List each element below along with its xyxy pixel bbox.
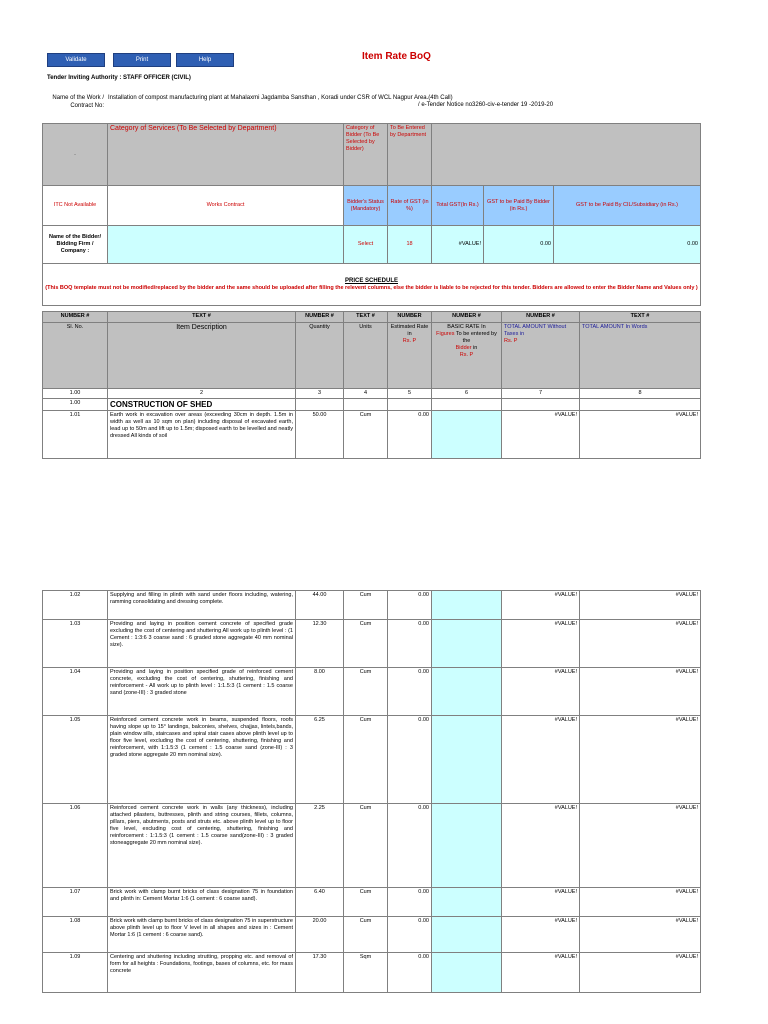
item-quantity: 17.30: [296, 953, 344, 993]
item-quantity: 50.00: [296, 411, 344, 459]
category-table: [42, 123, 701, 306]
item-number: 1.06: [43, 804, 108, 888]
basic-rate-input[interactable]: [432, 411, 502, 459]
basic-rate-text: To be entered by the: [455, 331, 497, 344]
type-cell: NUMBER #: [43, 312, 108, 323]
category-dot: .: [43, 124, 108, 186]
bidder-name-label: Name of the Bidder/ Bidding Firm / Company :: [43, 226, 108, 264]
gst-rate-value: 18: [388, 226, 432, 264]
type-row: [43, 312, 701, 323]
work-name: Installation of compost manufacturing plant at Mahalaxmi Jagdamba Sansthan , Koradi under CSR of WCL Nagpur Area.(4th Call): [108, 95, 453, 101]
item-quantity: 20.00: [296, 917, 344, 953]
item-total-words: #VALUE!: [580, 411, 701, 459]
page-title: Item Rate BoQ: [362, 51, 431, 62]
item-estimated-rate: 0.00: [388, 668, 432, 716]
table-row: [43, 917, 701, 953]
bidder-status-select[interactable]: Select: [344, 226, 388, 264]
item-total-amount: #VALUE!: [502, 888, 580, 917]
estimated-rate-label: Estimated Rate in: [390, 324, 429, 337]
item-description: Reinforced cement concrete work in beams, suspended floors, roofs having slope up to 15° landings, balconies, shelves, chajjas, lintels,bands, plain window sills, staircases and spiral stair cases above plinth level up to floor five level, excluding the cost of centering, shuttering, finishing and reinforcement, with 1:1.5:3 (1 cement : 1.5 coarse sand (zone-III) : 3 graded stone aggregate 20 mm nominal size).: [108, 716, 296, 804]
tender-authority: Tender Inviting Authority : STAFF OFFICER (CIVIL): [47, 75, 191, 81]
total-gst-value: #VALUE!: [432, 226, 484, 264]
sl-no-header: Sl. No.: [43, 323, 108, 389]
total-words-header: TOTAL AMOUNT In Words: [580, 323, 701, 389]
item-description: Earth work in excavation over areas (exceeding 30cm in depth. 1.5m in width as well as 10 sqm on plan) including disposal of excavated earth, lead up to 50m and lift up to 1.5m; disposed earth to be levelled and neatly dressed All kinds of soil: [108, 411, 296, 459]
basic-rate-input[interactable]: [432, 804, 502, 888]
item-quantity: 6.25: [296, 716, 344, 804]
item-number: 1.09: [43, 953, 108, 993]
section-number: 1.00: [43, 399, 108, 411]
item-estimated-rate: 0.00: [388, 411, 432, 459]
item-description: Centering and shuttering including strutting, propping etc. and removal of form for all heights : Foundations, footings, bases of columns, etc. for mass concrete: [108, 953, 296, 993]
item-description-header: Item Description: [108, 323, 296, 389]
col-number: 6: [432, 389, 502, 399]
estimated-rate-unit: Rs. P: [402, 338, 417, 344]
basic-rate-header: [432, 323, 502, 389]
basic-rate-unit: Rs. P: [459, 352, 474, 358]
basic-rate-input[interactable]: [432, 953, 502, 993]
table-row: [43, 888, 701, 917]
item-description: Supplying and filling in plinth with sand under floors including, watering, ramming consolidating and dressing complete.: [108, 591, 296, 620]
item-total-amount: #VALUE!: [502, 917, 580, 953]
col-number: 5: [388, 389, 432, 399]
item-total-amount: #VALUE!: [502, 668, 580, 716]
col-number: 2: [108, 389, 296, 399]
basic-rate-figures: Figures: [436, 331, 455, 337]
units-header: Units: [344, 323, 388, 389]
item-unit: Cum: [344, 917, 388, 953]
category-bidder: Category of Bidder (To Be Selected by Bidder): [344, 124, 388, 186]
basic-rate-input[interactable]: [432, 620, 502, 668]
item-quantity: 2.25: [296, 804, 344, 888]
basic-rate-input[interactable]: [432, 917, 502, 953]
item-number: 1.04: [43, 668, 108, 716]
col-number: 1.00: [43, 389, 108, 399]
tender-notice: / e-Tender Notice no3260-civ-e-tender 19 -2019-20: [418, 102, 554, 108]
item-unit: Cum: [344, 716, 388, 804]
item-quantity: 8.00: [296, 668, 344, 716]
table-row: [43, 620, 701, 668]
price-table-continued: [42, 590, 701, 993]
item-total-amount: #VALUE!: [502, 804, 580, 888]
item-total-words: #VALUE!: [580, 953, 701, 993]
col-number: 4: [344, 389, 388, 399]
table-row: [43, 411, 701, 459]
type-cell: TEXT #: [580, 312, 701, 323]
total-amount-unit: Rs. P: [504, 338, 518, 344]
bidder-name-input[interactable]: [108, 226, 344, 264]
item-quantity: 44.00: [296, 591, 344, 620]
gst-cil-value: 0.00: [554, 226, 701, 264]
item-total-words: #VALUE!: [580, 917, 701, 953]
col-number: 8: [580, 389, 701, 399]
type-cell: NUMBER: [388, 312, 432, 323]
basic-rate-in: in: [473, 345, 478, 351]
validate-button[interactable]: Validate: [47, 53, 105, 67]
type-cell: NUMBER #: [296, 312, 344, 323]
section-title: CONSTRUCTION OF SHED: [108, 399, 296, 411]
item-estimated-rate: 0.00: [388, 917, 432, 953]
category-services[interactable]: Category of Services (To Be Selected by Department): [108, 124, 344, 186]
item-total-words: #VALUE!: [580, 888, 701, 917]
item-number: 1.02: [43, 591, 108, 620]
item-quantity: 12.30: [296, 620, 344, 668]
item-quantity: 6.40: [296, 888, 344, 917]
item-total-words: #VALUE!: [580, 620, 701, 668]
item-total-amount: #VALUE!: [502, 716, 580, 804]
section-row: [43, 399, 701, 411]
item-unit: Cum: [344, 411, 388, 459]
works-contract-label: Works Contract: [108, 186, 344, 226]
item-unit: Cum: [344, 804, 388, 888]
item-unit: Cum: [344, 620, 388, 668]
table-row: [43, 804, 701, 888]
gst-bidder-value: 0.00: [484, 226, 554, 264]
table-row: [43, 668, 701, 716]
total-amount-label: TOTAL AMOUNT Without Taxes in: [504, 324, 567, 337]
print-button[interactable]: Print: [113, 53, 171, 67]
basic-rate-input[interactable]: [432, 591, 502, 620]
item-number: 1.08: [43, 917, 108, 953]
item-number: 1.03: [43, 620, 108, 668]
item-estimated-rate: 0.00: [388, 716, 432, 804]
gst-bidder-header: GST to be Paid By Bidder (in Rs.): [484, 186, 554, 226]
item-description: Providing and laying in position specified grade of reinforced cement concrete, excluding the cost of centering, shuttering, finishing and reinforcement - All work up to plinth level : 1:1.5:3 (1 cement : 1.5 coarse sand (zone-III) : 3 graded stone: [108, 668, 296, 716]
basic-rate-label: BASIC RATE In: [447, 324, 486, 330]
gst-cil-header: GST to be Paid By CIL/Subsidiary (in Rs.): [554, 186, 701, 226]
item-estimated-rate: 0.00: [388, 591, 432, 620]
basic-rate-input[interactable]: [432, 888, 502, 917]
basic-rate-input[interactable]: [432, 668, 502, 716]
item-number: 1.05: [43, 716, 108, 804]
type-cell: NUMBER #: [502, 312, 580, 323]
item-estimated-rate: 0.00: [388, 804, 432, 888]
column-number-row: [43, 389, 701, 399]
basic-rate-input[interactable]: [432, 716, 502, 804]
item-total-words: #VALUE!: [580, 716, 701, 804]
item-total-amount: #VALUE!: [502, 620, 580, 668]
total-amount-header: [502, 323, 580, 389]
item-total-amount: #VALUE!: [502, 591, 580, 620]
item-number: 1.07: [43, 888, 108, 917]
item-unit: Sqm: [344, 953, 388, 993]
quantity-header: Quantity: [296, 323, 344, 389]
col-number: 3: [296, 389, 344, 399]
total-gst-header: Total GST(In Rs.): [432, 186, 484, 226]
table-row: [43, 591, 701, 620]
item-description: Providing and laying in position cement concrete of specified grade excluding the cost of centering and shuttering All work up to plinth level : (1 Cement : 1:3:6 3 coarse sand : 6 graded stone aggregate 40 mm nominal size).: [108, 620, 296, 668]
rate-gst-header: Rate of GST (in %): [388, 186, 432, 226]
table-row: [43, 953, 701, 993]
item-estimated-rate: 0.00: [388, 888, 432, 917]
item-total-words: #VALUE!: [580, 804, 701, 888]
item-total-words: #VALUE!: [580, 668, 701, 716]
item-total-amount: #VALUE!: [502, 953, 580, 993]
type-cell: NUMBER #: [432, 312, 502, 323]
price-schedule-heading: PRICE SCHEDULE: [344, 277, 398, 284]
type-cell: TEXT #: [108, 312, 296, 323]
col-number: 7: [502, 389, 580, 399]
item-unit: Cum: [344, 668, 388, 716]
to-be-entered: To Be Entered by Department: [388, 124, 432, 186]
table-row: [43, 716, 701, 804]
work-name-label: Name of the Work / Contract No:: [52, 95, 104, 109]
bidder-status-header: Bidder's Status (Mandatory): [344, 186, 388, 226]
itc-label: ITC Not Available: [43, 186, 108, 226]
item-description: Brick work with clamp burnt bricks of class designation 75 in foundation and plinth in: Cement Mortar 1:6 (1 cement : 6 coarse sand).: [108, 888, 296, 917]
help-button[interactable]: Help: [176, 53, 234, 67]
item-total-amount: #VALUE!: [502, 411, 580, 459]
basic-rate-bidder: Bidder: [455, 345, 472, 351]
estimated-rate-header: [388, 323, 432, 389]
type-cell: TEXT #: [344, 312, 388, 323]
item-unit: Cum: [344, 591, 388, 620]
item-total-words: #VALUE!: [580, 591, 701, 620]
price-schedule-note: (This BOQ template must not be modified/replaced by the bidder and the same should be uploaded after filling the relevent columns, else the bidder is liable to be rejected for this tender. Bidders are allowed to enter the Bidder Name and Values only ): [45, 284, 698, 291]
item-number: 1.01: [43, 411, 108, 459]
item-estimated-rate: 0.00: [388, 620, 432, 668]
item-estimated-rate: 0.00: [388, 953, 432, 993]
item-unit: Cum: [344, 888, 388, 917]
price-table: [42, 311, 701, 459]
item-description: Reinforced cement concrete work in walls (any thickness), including attached pilasters, buttresses, plinth and string courses, fillets, columns, pillars, piers, abutments, posts and struts etc. above plinth level up to floor five level, excluding cost of centering, shuttering, finishing and reinforcement : 1:1.5:3 (1 cement : 1.5 coarse sand(zone-III) : 3 graded stoneaggregate 20 mm nominal size).: [108, 804, 296, 888]
item-description: Brick work with clamp burnt bricks of class designation 75 in superstructure above plinth level up to floor V level in all shapes and sizes in : Cement Mortar 1:6 (1 cement : 6 coarse sand).: [108, 917, 296, 953]
